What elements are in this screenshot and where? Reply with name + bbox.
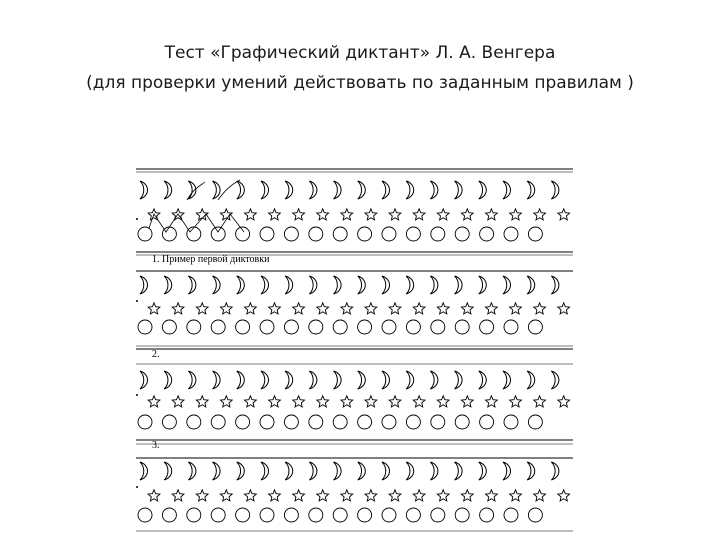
star-icon xyxy=(220,490,232,501)
star-icon xyxy=(534,490,546,501)
star-icon xyxy=(558,396,570,407)
crescent-moon-icon xyxy=(527,371,535,389)
crescent-moon-icon xyxy=(406,462,414,480)
star-icon xyxy=(269,303,281,314)
crescent-moon-icon xyxy=(164,462,172,480)
star-icon xyxy=(461,303,473,314)
circle-icon xyxy=(236,320,250,334)
circle-icon xyxy=(309,508,323,522)
crescent-moon-icon xyxy=(358,462,366,480)
star-icon xyxy=(534,303,546,314)
star-icon xyxy=(341,303,353,314)
star-icon xyxy=(269,209,281,220)
circle-icon xyxy=(236,227,250,241)
star-icon xyxy=(148,303,160,314)
title-line-2: (для проверки умений действовать по заданным правилам ) xyxy=(86,73,634,93)
star-icon xyxy=(389,396,401,407)
star-icon xyxy=(172,396,184,407)
star-icon xyxy=(172,490,184,501)
section-label-1: 1. Пример первой диктовки xyxy=(152,254,270,265)
star-icon xyxy=(437,490,449,501)
crescent-moon-icon xyxy=(479,181,487,199)
crescent-moon-icon xyxy=(430,371,438,389)
star-icon xyxy=(413,209,425,220)
circle-icon xyxy=(211,415,225,429)
crescent-moon-icon xyxy=(213,462,221,480)
circle-icon xyxy=(138,508,152,522)
circle-icon xyxy=(480,415,494,429)
crescent-moon-icon xyxy=(430,181,438,199)
circle-icon xyxy=(431,508,445,522)
circle-icon xyxy=(480,227,494,241)
circle-icon xyxy=(406,320,420,334)
star-icon xyxy=(534,209,546,220)
star-icon xyxy=(558,209,570,220)
star-icon xyxy=(317,490,329,501)
circle-icon xyxy=(480,320,494,334)
circle-icon xyxy=(333,508,347,522)
crescent-moon-icon xyxy=(334,276,342,294)
crescent-moon-icon xyxy=(164,181,172,199)
crescent-moon-icon xyxy=(237,462,245,480)
circle-icon xyxy=(455,320,469,334)
circle-icon xyxy=(455,508,469,522)
star-icon xyxy=(317,209,329,220)
crescent-moon-icon xyxy=(382,371,390,389)
star-icon xyxy=(413,303,425,314)
crescent-moon-icon xyxy=(430,276,438,294)
star-icon xyxy=(293,490,305,501)
circle-icon xyxy=(260,227,274,241)
crescent-moon-icon xyxy=(213,181,221,199)
crescent-moon-icon xyxy=(479,371,487,389)
circle-icon xyxy=(187,508,201,522)
circle-icon xyxy=(431,320,445,334)
circle-icon xyxy=(138,320,152,334)
circle-icon xyxy=(138,227,152,241)
star-icon xyxy=(486,490,498,501)
crescent-moon-icon xyxy=(188,276,196,294)
circle-icon xyxy=(406,415,420,429)
star-icon xyxy=(413,490,425,501)
example-dictation-path xyxy=(149,180,244,232)
crescent-moon-icon xyxy=(237,276,245,294)
circle-icon xyxy=(187,320,201,334)
crescent-moon-icon xyxy=(455,181,463,199)
star-icon xyxy=(365,490,377,501)
crescent-moon-icon xyxy=(309,181,317,199)
crescent-moon-icon xyxy=(140,371,148,389)
circle-icon xyxy=(162,415,176,429)
star-icon xyxy=(437,396,449,407)
star-icon xyxy=(510,396,522,407)
star-icon xyxy=(510,209,522,220)
crescent-moon-icon xyxy=(551,462,559,480)
symbol-grid xyxy=(136,181,570,522)
circle-icon xyxy=(504,320,518,334)
crescent-moon-icon xyxy=(188,371,196,389)
circle-icon xyxy=(382,415,396,429)
crescent-moon-icon xyxy=(406,371,414,389)
star-icon xyxy=(510,303,522,314)
circle-icon xyxy=(236,508,250,522)
star-icon xyxy=(486,303,498,314)
star-icon xyxy=(461,209,473,220)
ruled-lines xyxy=(136,169,573,531)
crescent-moon-icon xyxy=(551,276,559,294)
star-icon xyxy=(534,396,546,407)
star-icon xyxy=(317,396,329,407)
crescent-moon-icon xyxy=(261,371,269,389)
circle-icon xyxy=(260,320,274,334)
circle-icon xyxy=(333,227,347,241)
dot-mark xyxy=(136,486,138,488)
crescent-moon-icon xyxy=(382,181,390,199)
circle-icon xyxy=(187,227,201,241)
crescent-moon-icon xyxy=(503,371,511,389)
crescent-moon-icon xyxy=(479,276,487,294)
section-label-3: 3. xyxy=(152,440,160,451)
dot-mark xyxy=(136,300,138,302)
crescent-moon-icon xyxy=(503,462,511,480)
star-icon xyxy=(148,490,160,501)
circle-icon xyxy=(211,508,225,522)
circle-icon xyxy=(504,415,518,429)
crescent-moon-icon xyxy=(479,462,487,480)
circle-icon xyxy=(504,227,518,241)
crescent-moon-icon xyxy=(455,371,463,389)
circle-icon xyxy=(431,415,445,429)
star-icon xyxy=(293,209,305,220)
star-icon xyxy=(148,396,160,407)
circle-icon xyxy=(528,508,542,522)
title-line-1: Тест «Графический диктант» Л. А. Венгера xyxy=(164,43,556,63)
crescent-moon-icon xyxy=(382,462,390,480)
circle-icon xyxy=(333,320,347,334)
crescent-moon-icon xyxy=(213,276,221,294)
circle-icon xyxy=(309,415,323,429)
star-icon xyxy=(245,209,257,220)
crescent-moon-icon xyxy=(140,276,148,294)
circle-icon xyxy=(358,227,372,241)
star-icon xyxy=(269,396,281,407)
circle-icon xyxy=(162,320,176,334)
crescent-moon-icon xyxy=(261,276,269,294)
circle-icon xyxy=(406,227,420,241)
crescent-moon-icon xyxy=(213,371,221,389)
crescent-moon-icon xyxy=(551,371,559,389)
star-icon xyxy=(461,396,473,407)
star-icon xyxy=(437,209,449,220)
crescent-moon-icon xyxy=(285,276,293,294)
star-icon xyxy=(510,490,522,501)
circle-icon xyxy=(211,320,225,334)
star-icon xyxy=(365,396,377,407)
dot-mark xyxy=(136,218,138,220)
crescent-moon-icon xyxy=(309,371,317,389)
circle-icon xyxy=(260,415,274,429)
crescent-moon-icon xyxy=(406,276,414,294)
circle-icon xyxy=(358,415,372,429)
star-icon xyxy=(389,209,401,220)
crescent-moon-icon xyxy=(261,181,269,199)
crescent-moon-icon xyxy=(358,371,366,389)
crescent-moon-icon xyxy=(334,181,342,199)
star-icon xyxy=(461,490,473,501)
crescent-moon-icon xyxy=(455,462,463,480)
circle-icon xyxy=(187,415,201,429)
circle-icon xyxy=(382,320,396,334)
circle-icon xyxy=(358,320,372,334)
crescent-moon-icon xyxy=(237,371,245,389)
crescent-moon-icon xyxy=(140,181,148,199)
star-icon xyxy=(365,209,377,220)
crescent-moon-icon xyxy=(285,371,293,389)
crescent-moon-icon xyxy=(285,181,293,199)
crescent-moon-icon xyxy=(503,181,511,199)
circle-icon xyxy=(162,508,176,522)
star-icon xyxy=(437,303,449,314)
circle-icon xyxy=(309,227,323,241)
star-icon xyxy=(365,303,377,314)
star-icon xyxy=(413,396,425,407)
circle-icon xyxy=(455,415,469,429)
circle-icon xyxy=(284,415,298,429)
crescent-moon-icon xyxy=(309,276,317,294)
star-icon xyxy=(172,303,184,314)
crescent-moon-icon xyxy=(261,462,269,480)
star-icon xyxy=(220,303,232,314)
crescent-moon-icon xyxy=(164,371,172,389)
circle-icon xyxy=(528,415,542,429)
crescent-moon-icon xyxy=(406,181,414,199)
crescent-moon-icon xyxy=(285,462,293,480)
crescent-moon-icon xyxy=(382,276,390,294)
star-icon xyxy=(341,396,353,407)
star-icon xyxy=(389,490,401,501)
circle-icon xyxy=(284,320,298,334)
crescent-moon-icon xyxy=(188,462,196,480)
circle-icon xyxy=(284,227,298,241)
circle-icon xyxy=(260,508,274,522)
crescent-moon-icon xyxy=(358,181,366,199)
circle-icon xyxy=(382,227,396,241)
star-icon xyxy=(486,209,498,220)
star-icon xyxy=(245,490,257,501)
circle-icon xyxy=(236,415,250,429)
crescent-moon-icon xyxy=(430,462,438,480)
star-icon xyxy=(245,396,257,407)
star-icon xyxy=(196,490,208,501)
star-icon xyxy=(220,396,232,407)
section-label-2: 2. xyxy=(152,349,160,360)
circle-icon xyxy=(528,320,542,334)
crescent-moon-icon xyxy=(503,276,511,294)
crescent-moon-icon xyxy=(164,276,172,294)
star-icon xyxy=(293,303,305,314)
dot-mark xyxy=(136,394,138,396)
star-icon xyxy=(341,209,353,220)
star-icon xyxy=(486,396,498,407)
circle-icon xyxy=(455,227,469,241)
star-icon xyxy=(196,303,208,314)
star-icon xyxy=(245,303,257,314)
circle-icon xyxy=(431,227,445,241)
circle-icon xyxy=(333,415,347,429)
star-icon xyxy=(269,490,281,501)
crescent-moon-icon xyxy=(527,462,535,480)
crescent-moon-icon xyxy=(334,371,342,389)
crescent-moon-icon xyxy=(237,181,245,199)
crescent-moon-icon xyxy=(358,276,366,294)
crescent-moon-icon xyxy=(140,462,148,480)
star-icon xyxy=(196,396,208,407)
crescent-moon-icon xyxy=(551,181,559,199)
crescent-moon-icon xyxy=(527,181,535,199)
star-icon xyxy=(558,303,570,314)
crescent-moon-icon xyxy=(527,276,535,294)
crescent-moon-icon xyxy=(309,462,317,480)
circle-icon xyxy=(211,227,225,241)
circle-icon xyxy=(504,508,518,522)
crescent-moon-icon xyxy=(334,462,342,480)
circle-icon xyxy=(284,508,298,522)
star-icon xyxy=(293,396,305,407)
star-icon xyxy=(389,303,401,314)
circle-icon xyxy=(382,508,396,522)
circle-icon xyxy=(358,508,372,522)
circle-icon xyxy=(528,227,542,241)
star-icon xyxy=(317,303,329,314)
star-icon xyxy=(341,490,353,501)
circle-icon xyxy=(480,508,494,522)
crescent-moon-icon xyxy=(455,276,463,294)
star-icon xyxy=(558,490,570,501)
circle-icon xyxy=(406,508,420,522)
circle-icon xyxy=(309,320,323,334)
circle-icon xyxy=(138,415,152,429)
